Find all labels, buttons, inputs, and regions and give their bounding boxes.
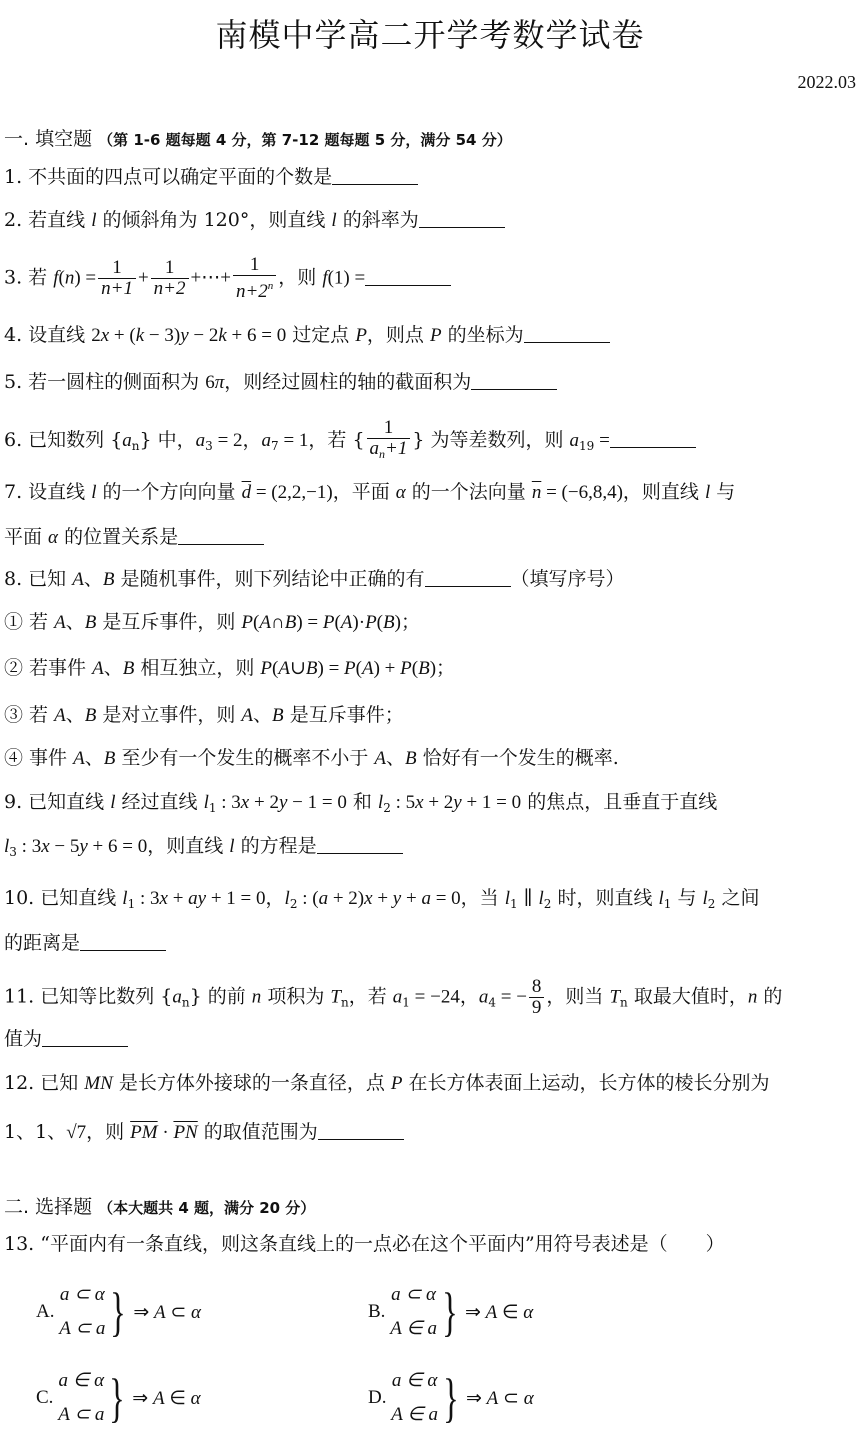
question-3: 3. 若 f(n) = $\frac{1}{n+1}$ + $\frac{1}{n+2}$ +⋯+ $\frac{1}{n+2^n}$ ，则 f(1) = (4, 255, 856, 302)
question-8-item4: ④ 事件 A、B 至少有一个发生的概率不小于 A、B 恰好有一个发生的概率. (4, 747, 619, 769)
section-heading-fill-in (4, 124, 512, 151)
q13-option-d[interactable]: D. a ∈ α A ∈ a } ⇒ A ⊂ α (368, 1368, 534, 1428)
section1-title: 一. 填空题 (4, 128, 93, 150)
question-12-line2: 1、1、√7，则 $\overline{PM} \cdot \overline{PN}$ 的取值范围为 (4, 1118, 856, 1147)
question-11-line2: 值为 (4, 1025, 856, 1053)
page-title: 南模中学高二开学考数学试卷 (215, 16, 645, 54)
question-9-line1: 9. 已知直线 l 经过直线 $l_1$ : 3x + 2y − 1 = 0 和 $l_2$ : 5x + 2y + 1 = 0 的焦点，且垂直于直线 (4, 791, 718, 815)
question-2: 2. 若直线 l 的倾斜角为 120°，则直线 l 的斜率为 (4, 206, 856, 235)
section1-note: （第 1-6 题每题 4 分，第 7-12 题每题 5 分，满分 54 分） (98, 131, 512, 149)
option-c-label: C. (36, 1387, 54, 1408)
question-8-item2: ② 若事件 A、B 相互独立，则 P(A∪B) = P(A) + P(B)； (4, 657, 456, 679)
option-a-label: A. (36, 1301, 55, 1322)
section-heading-choice (4, 1192, 315, 1219)
q13-option-b[interactable]: B. a ⊂ α A ∈ a } ⇒ A ∈ α (368, 1282, 534, 1342)
question-1: 1. 不共面的四点可以确定平面的个数是 (4, 163, 856, 191)
question-10-line2: 的距离是 (4, 929, 856, 957)
question-8: 8. 已知 A、B 是随机事件，则下列结论中正确的有 （填写序号） (4, 568, 625, 590)
question-6: 6. 已知数列 $\{a_n\}$ 中，$a_3 = 2$，$a_7 = 1$，若 { $\frac{1}{a_n+1}$ } 为等差数列，则 $a_{19}$ = (4, 418, 856, 464)
question-7-line1: 7. 设直线 l 的一个方向向量 $\overline{d} = (2,2,-1)$，平面 α 的一个法向量 $\overline{n} = (-6,8,4)$，则直线 l 与 (4, 481, 736, 503)
question-5: 5. 若一圆柱的侧面积为 6π，则经过圆柱的轴的截面积为 (4, 368, 856, 397)
question-8-item3: ③ 若 A、B 是对立事件，则 A、B 是互斥事件； (4, 704, 404, 726)
question-9-line2: $l_3$ : 3x − 5y + 6 = 0，则直线 l 的方程是 (4, 832, 856, 866)
option-d-label: D. (368, 1387, 387, 1408)
question-11-line1: 11. 已知等比数列 $\{a_n\}$ 的前 n 项积为 $T_n$，若 $a_1 = -24$，$a_4$ = − $\frac{8}{9}$ ，则当 $T_n$ 取最大值时，n 的 (4, 976, 783, 1018)
q13-option-a[interactable]: A. a ⊂ α A ⊂ a } ⇒ A ⊂ α (36, 1282, 202, 1342)
question-10-line1: 10. 已知直线 $l_1$ : 3x + ay + 1 = 0，$l_2$ : (a + 2)x + y + a = 0，当 $l_1$ ∥ $l_2$ 时，则直线 $l_1$ 与 $l_2$ 之间 (4, 887, 760, 911)
question-7-line2: 平面 α 的位置关系是 (4, 523, 856, 552)
q13-option-c[interactable]: C. a ∈ α A ⊂ a } ⇒ A ∈ α (36, 1368, 201, 1428)
section2-title: 二. 选择题 (4, 1196, 93, 1218)
exam-date: 2022.03 (797, 72, 856, 92)
question-4: 4. 设直线 2x + (k − 3)y − 2k + 6 = 0 过定点 P，则点 P 的坐标为 (4, 321, 856, 350)
question-12-line1: 12. 已知 MN 是长方体外接球的一条直径，点 P 在长方体表面上运动，长方体的棱长分别为 (4, 1072, 770, 1094)
section2-note: （本大题共 4 题，满分 20 分） (98, 1199, 316, 1217)
option-b-label: B. (368, 1301, 386, 1322)
question-13-stem: 13. “平面内有一条直线，则这条直线上的一点必在这个平面内”用符号表述是（ ） (4, 1233, 725, 1255)
question-8-item1: ① 若 A、B 是互斥事件，则 P(A∩B) = P(A)·P(B)； (4, 611, 420, 633)
